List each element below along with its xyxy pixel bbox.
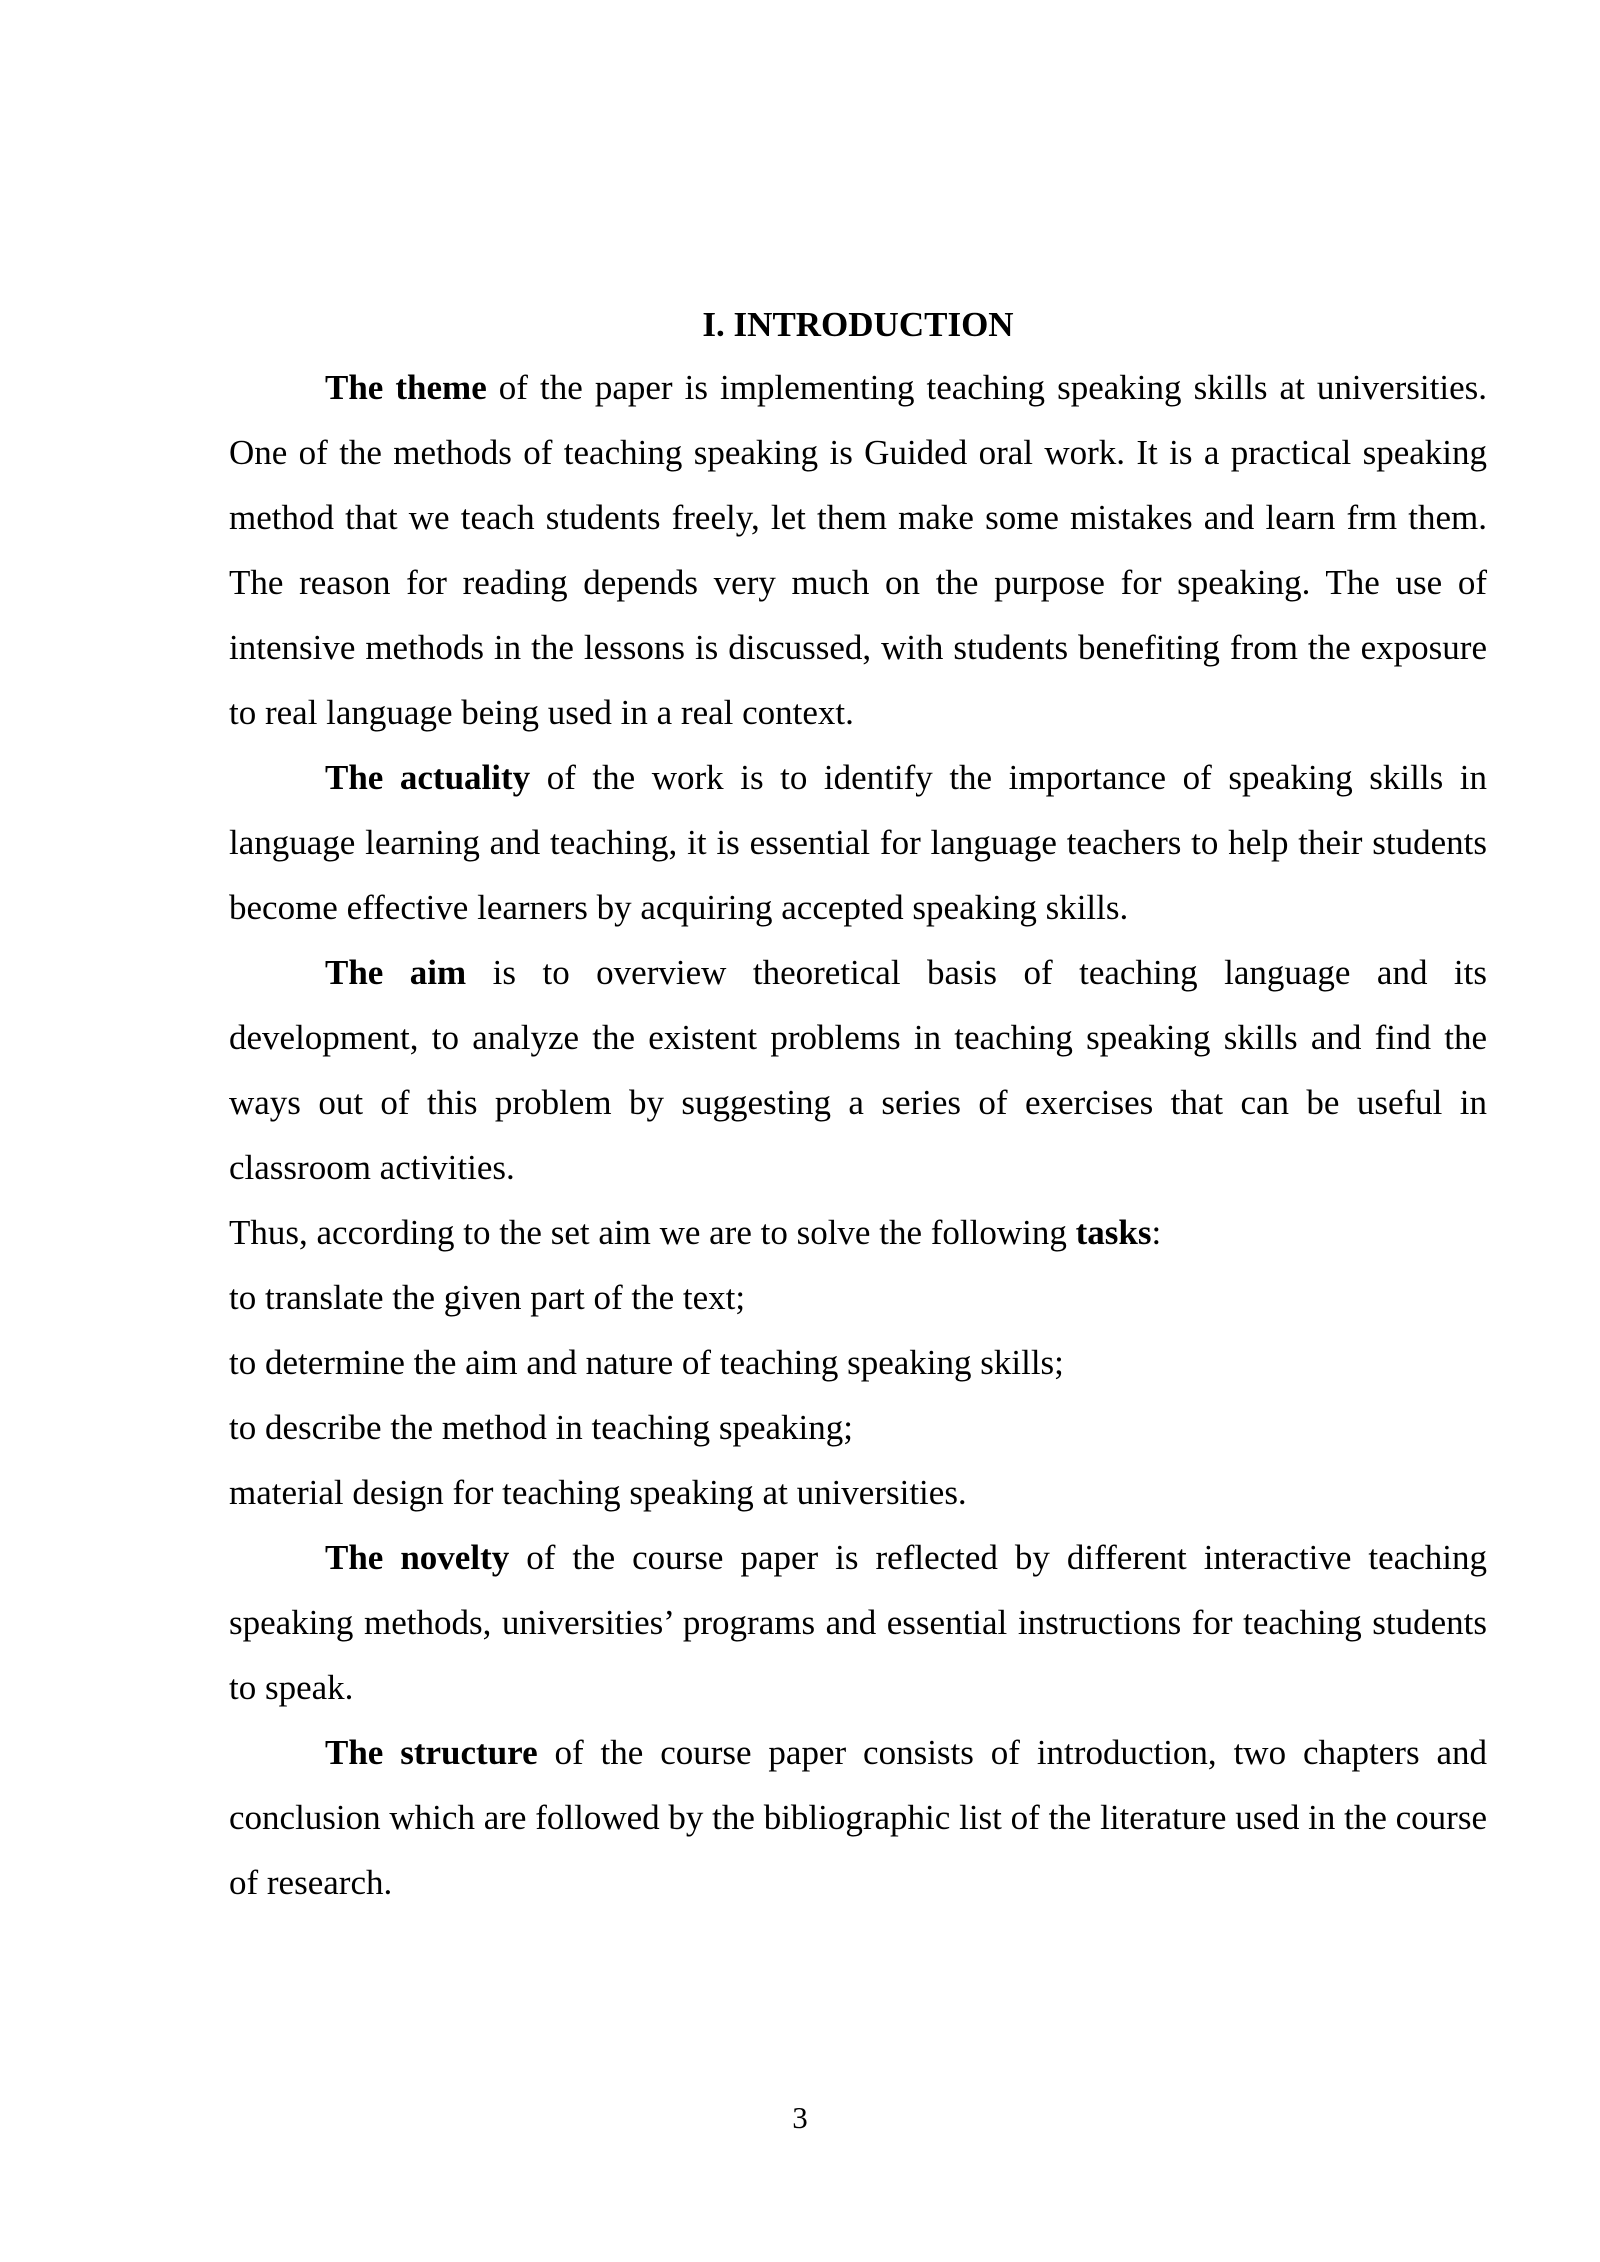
aim-text: is to overview theoretical basis of teaching language and its development, to analyze the existent problems in teaching speaking skills and find the ways out of this problem by suggesting a series of exercises that can be useful in classroom activities. bbox=[229, 953, 1487, 1187]
page-number: 3 bbox=[792, 2100, 808, 2135]
tasks-intro-bold: tasks bbox=[1075, 1213, 1152, 1252]
aim-paragraph bbox=[229, 940, 1487, 1200]
theme-text: of the paper is implementing teaching speaking skills at universities. One of the methods of teaching speaking is Guided oral work. It is a practical speaking method that we teach students freely, let them make some mistakes and learn frm them. The reason for reading depends very much on the purpose for speaking. The use of intensive methods in the lessons is discussed, with students benefiting from the exposure to real language being used in a real context. bbox=[229, 368, 1487, 732]
novelty-text: of the course paper is reflected by different interactive teaching speaking methods, universities’ programs and essential instructions for teaching students to speak. bbox=[229, 1538, 1487, 1707]
novelty-label: The novelty bbox=[325, 1538, 510, 1577]
actuality-paragraph bbox=[229, 745, 1487, 940]
tasks-intro-before: Thus, according to the set aim we are to solve the following bbox=[229, 1213, 1076, 1252]
task-item: to describe the method in teaching speaking; bbox=[229, 1408, 853, 1447]
theme-paragraph bbox=[229, 355, 1487, 745]
section-heading: I. INTRODUCTION bbox=[702, 305, 1014, 344]
tasks-intro-after: : bbox=[1151, 1213, 1162, 1252]
structure-paragraph bbox=[229, 1720, 1487, 1915]
tasks-intro bbox=[229, 1200, 1487, 1265]
actuality-text: of the work is to identify the importance of speaking skills in language learning and teaching, it is essential for language teachers to help their students become effective learners by acquiring accepted speaking skills. bbox=[229, 758, 1487, 927]
novelty-paragraph bbox=[229, 1525, 1487, 1720]
task-item: to determine the aim and nature of teaching speaking skills; bbox=[229, 1343, 1064, 1382]
task-item: material design for teaching speaking at universities. bbox=[229, 1473, 967, 1512]
page-content bbox=[229, 295, 1487, 1915]
structure-label: The structure bbox=[325, 1733, 538, 1772]
actuality-label: The actuality bbox=[325, 758, 531, 797]
aim-label: The aim bbox=[325, 953, 467, 992]
theme-label: The theme bbox=[325, 368, 487, 407]
task-item: to translate the given part of the text; bbox=[229, 1278, 746, 1317]
structure-text: of the course paper consists of introduction, two chapters and conclusion which are followed by the bibliographic list of the literature used in the course of research. bbox=[229, 1733, 1487, 1902]
